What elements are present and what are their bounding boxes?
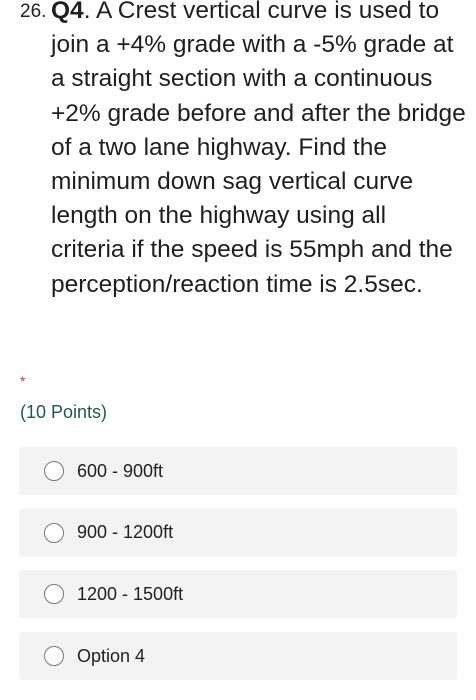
option-4[interactable] [19, 632, 457, 680]
option-label: 600 - 900ft [77, 460, 164, 481]
radio-button[interactable] [44, 461, 64, 481]
options-list [19, 447, 457, 694]
question-number: 26. [20, 1, 47, 22]
option-1200-1500[interactable] [19, 570, 457, 618]
radio-button[interactable] [44, 646, 64, 666]
question-text [51, 0, 466, 302]
option-label: 1200 - 1500ft [77, 583, 184, 604]
radio-button[interactable] [44, 523, 64, 543]
question-body: . A Crest vertical curve is used to join a +4% grade with a -5% grade at a straight section with a continuous +2% grade before and after the bridge of a two lane highway. Find the minimum down sag vertical curve length on the highway using all criteria if the speed is 55mph and the perception/reaction time is 2.5sec. [51, 0, 466, 298]
points-label: (10 Points) [20, 402, 108, 422]
option-label: 900 - 1200ft [77, 522, 174, 543]
option-600-900[interactable] [19, 447, 457, 495]
required-marker: * [20, 373, 26, 389]
option-label: Option 4 [77, 645, 146, 666]
question-label: Q4 [51, 0, 84, 24]
option-900-1200[interactable] [19, 509, 457, 557]
radio-button[interactable] [44, 584, 64, 604]
